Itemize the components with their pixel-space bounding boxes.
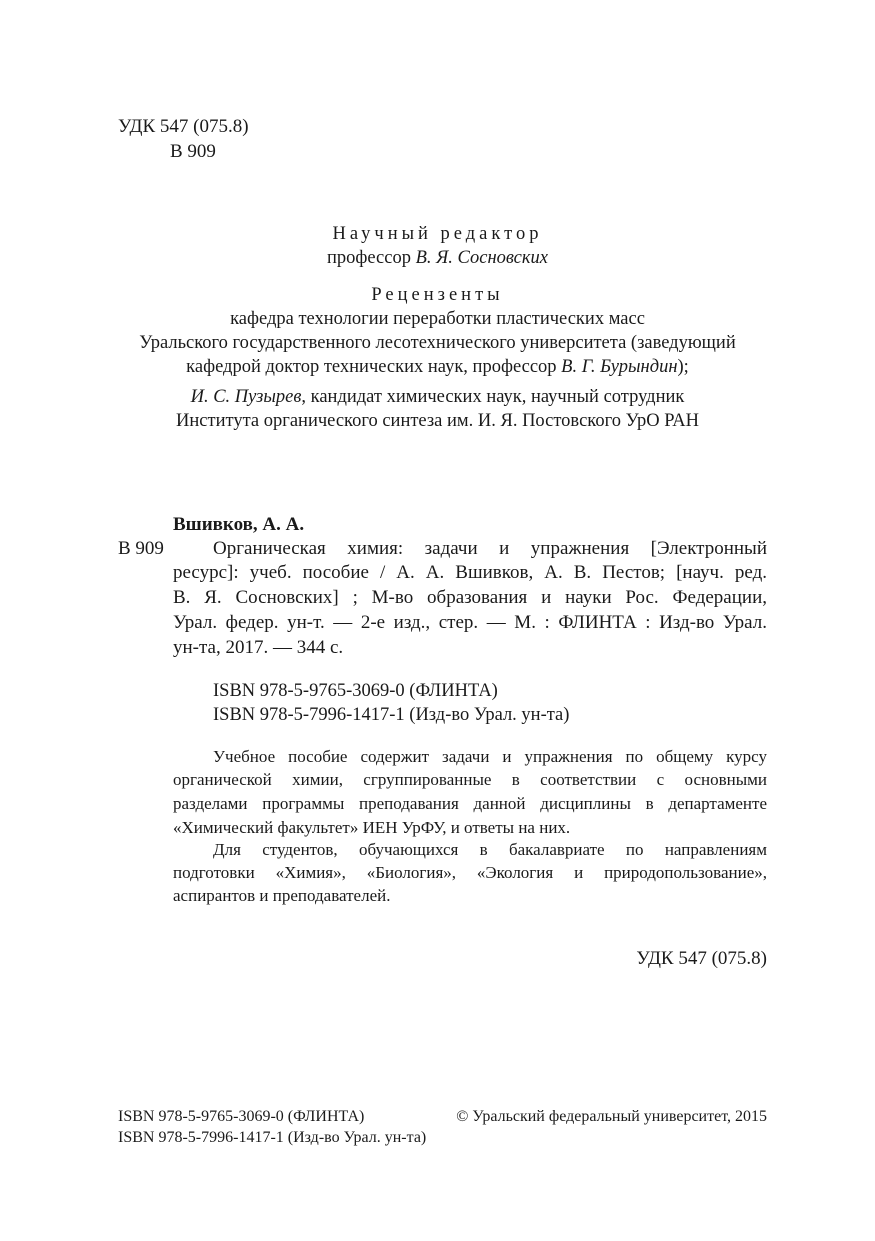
abstract-p2-line-1: Для студентов, обучающихся в бакалавриате по направлениям <box>213 840 767 859</box>
abstract-p1-line-4: «Химический факультет» ИЕН УрФУ, и ответы на них. <box>173 818 571 837</box>
catalog-line-5: ун-та, 2017. — 344 с. <box>173 637 344 658</box>
catalog-isbn-1: ISBN 978-5-9765-3069-0 (ФЛИНТА) <box>213 681 498 701</box>
reviewer-name-burundin: В. Г. Бурындин <box>561 357 678 377</box>
abstract-p1-line-1: Учебное пособие содержит задачи и упражнения по общему курсу <box>213 747 767 766</box>
udk-code-top: УДК 547 (075.8) <box>118 116 249 137</box>
reviewer-line-4-text: , кандидат химических наук, научный сотрудник <box>301 387 685 407</box>
footer-copyright: © Уральский федеральный университет, 2015 <box>456 1108 767 1125</box>
reviewer-line-5: Института органического синтеза им. И. Я. Постовского УрО РАН <box>176 411 699 431</box>
abstract-p2-line-3: аспирантов и преподавателей. <box>173 886 391 905</box>
udk-code-bottom: УДК 547 (075.8) <box>636 948 767 969</box>
catalog-line-4: Урал. федер. ун-т. — 2-е изд., стер. — М. : ФЛИНТА : Изд-во Урал. <box>173 612 767 633</box>
reviewer-line-3 <box>0 357 875 378</box>
catalog-line-1: Органическая химия: задачи и упражнения [Электронный <box>213 538 767 559</box>
editor-heading: Научный редактор <box>332 224 543 244</box>
footer-isbn-2: ISBN 978-5-7996-1417-1 (Изд-во Урал. ун-та) <box>118 1129 427 1146</box>
reviewers-heading: Рецензенты <box>371 285 504 305</box>
catalog-line-2: ресурс]: учеб. пособие / А. А. Вшивков, А. В. Пестов; [науч. ред. <box>173 562 767 583</box>
reviewer-line-1: кафедра технологии переработки пластических масс <box>230 309 645 329</box>
editor-name: В. Я. Сосновских <box>415 248 549 268</box>
editor-prefix: профессор <box>326 248 416 268</box>
bbk-code-top: В 909 <box>170 141 216 162</box>
catalog-isbn-2: ISBN 978-5-7996-1417-1 (Изд-во Урал. ун-та) <box>213 705 570 725</box>
reviewer-line-2: Уральского государственного лесотехнического университета (заведующий <box>139 333 736 353</box>
catalog-code: В 909 <box>118 538 164 559</box>
abstract-p1-line-3: разделами программы преподавания данной дисциплины в департаменте <box>173 794 767 813</box>
reviewer-line-4 <box>0 387 875 408</box>
editor-line <box>0 248 875 269</box>
abstract-p2-line-2: подготовки «Химия», «Биология», «Экология и природопользование», <box>173 863 767 882</box>
reviewer-line-3-text: кафедрой доктор технических наук, профессор <box>186 357 562 377</box>
reviewer-name-puzyrev: И. С. Пузырев <box>190 387 302 407</box>
catalog-author: Вшивков, А. А. <box>173 514 305 535</box>
catalog-line-3: В. Я. Сосновских] ; М-во образования и науки Рос. Федерации, <box>173 587 767 608</box>
reviewer-line-3-end: ); <box>677 357 689 377</box>
abstract-p1-line-2: органической химии, сгруппированные в соответствии с основными <box>173 770 767 789</box>
footer-isbn-1: ISBN 978-5-9765-3069-0 (ФЛИНТА) <box>118 1108 365 1125</box>
